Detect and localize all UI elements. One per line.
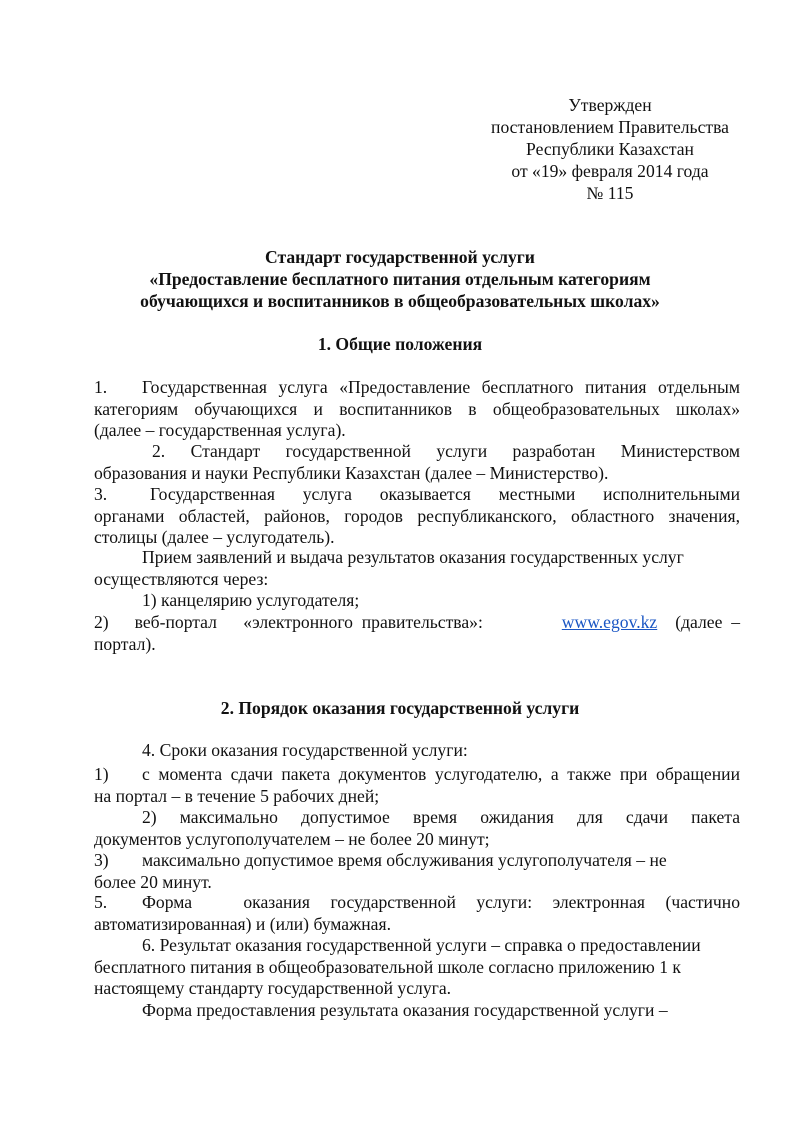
approval-block (470, 94, 750, 204)
paragraph-text: 1) канцелярию услугодателя; (142, 590, 360, 610)
approval-line: Утвержден (568, 95, 652, 115)
approval-line: № 115 (586, 183, 634, 203)
paragraph-3 (94, 484, 740, 549)
list-item (94, 807, 740, 850)
paragraph-text: документов услугополучателем – не более 20 минут; (94, 828, 490, 849)
paragraph-text: органами областей, районов, городов республиканского, областного значения, (94, 505, 740, 526)
paragraph-text: Форма предоставления результата оказания государственной услуги – (142, 1000, 668, 1020)
approval-line: Республики Казахстан (526, 139, 694, 159)
paragraph-text: 6. Результат оказания государственной услуги – справка о предоставлении (142, 935, 701, 955)
list-item (94, 612, 740, 655)
paragraph-reception (94, 547, 740, 590)
list-item (94, 850, 740, 893)
paragraph-text: портал). (94, 633, 156, 654)
list-number: 2) (94, 612, 109, 632)
paragraph-text: автоматизированная) и (или) бумажная. (94, 913, 391, 934)
title-line: Стандарт государственной услуги (265, 247, 535, 267)
paragraph-text: веб-портал «электронного правительства»: (134, 612, 483, 632)
section-2-heading: 2. Порядок оказания государственной услуги (220, 698, 580, 718)
document-title (60, 246, 740, 312)
list-item (94, 764, 740, 807)
list-number: 1) (94, 764, 109, 784)
paragraph-text: на портал – в течение 5 рабочих дней; (94, 785, 380, 806)
paragraph-text: максимально допустимое время обслуживания услугополучателя – не (142, 850, 667, 870)
paragraph-text: категориям обучающихся и воспитанников в общеобразовательных школах» (94, 398, 740, 419)
paragraph-text: Государственная услуга оказывается местными исполнительными (150, 484, 740, 504)
egov-link[interactable]: www.egov.kz (561, 612, 658, 632)
paragraph-6 (94, 935, 740, 1000)
list-number: 3) (94, 850, 109, 870)
paragraph-number: 3. (94, 484, 108, 504)
paragraph-text: осуществляются через: (94, 568, 269, 589)
paragraph-text: Государственная услуга «Предоставление бесплатного питания отдельным (142, 377, 740, 397)
paragraph-text: Форма оказания государственной услуги: электронная (частично (142, 892, 740, 912)
paragraph-1 (94, 377, 740, 442)
title-line: обучающихся и воспитанников в общеобразовательных школах» (140, 291, 660, 311)
paragraph-text: с момента сдачи пакета документов услугодателю, а также при обращении (142, 764, 740, 784)
paragraph-text: 4. Сроки оказания государственной услуги: (142, 740, 468, 760)
approval-line: от «19» февраля 2014 года (511, 161, 709, 181)
title-line: «Предоставление бесплатного питания отдельным категориям (149, 269, 651, 289)
paragraph-text: 2) максимально допустимое время ожидания для сдачи пакета (142, 807, 740, 827)
paragraph-text: Прием заявлений и выдача результатов оказания государственных услуг (142, 547, 684, 567)
paragraph-text: столицы (далее – услугодатель). (94, 527, 335, 547)
paragraph-7 (94, 1000, 740, 1022)
list-item (94, 590, 740, 612)
paragraph-text: 2. Стандарт государственной услуги разработан Министерством (152, 441, 740, 461)
section-1-heading: 1. Общие положения (317, 334, 483, 354)
paragraph-number: 1. (94, 377, 108, 397)
paragraph-4 (94, 740, 740, 762)
paragraph-2 (94, 441, 740, 484)
paragraph-number: 5. (94, 892, 108, 912)
paragraph-text: более 20 минут. (94, 871, 212, 892)
paragraph-text: образования и науки Республики Казахстан (далее – Министерство). (94, 462, 609, 483)
paragraph-text: (далее – государственная услуга). (94, 420, 346, 440)
approval-line: постановлением Правительства (491, 117, 729, 137)
paragraph-text: (далее – (675, 612, 740, 632)
paragraph-text: настоящему стандарту государственной услуга. (94, 978, 452, 998)
paragraph-5 (94, 892, 740, 935)
paragraph-text: бесплатного питания в общеобразовательной школе согласно приложению 1 к (94, 956, 681, 977)
